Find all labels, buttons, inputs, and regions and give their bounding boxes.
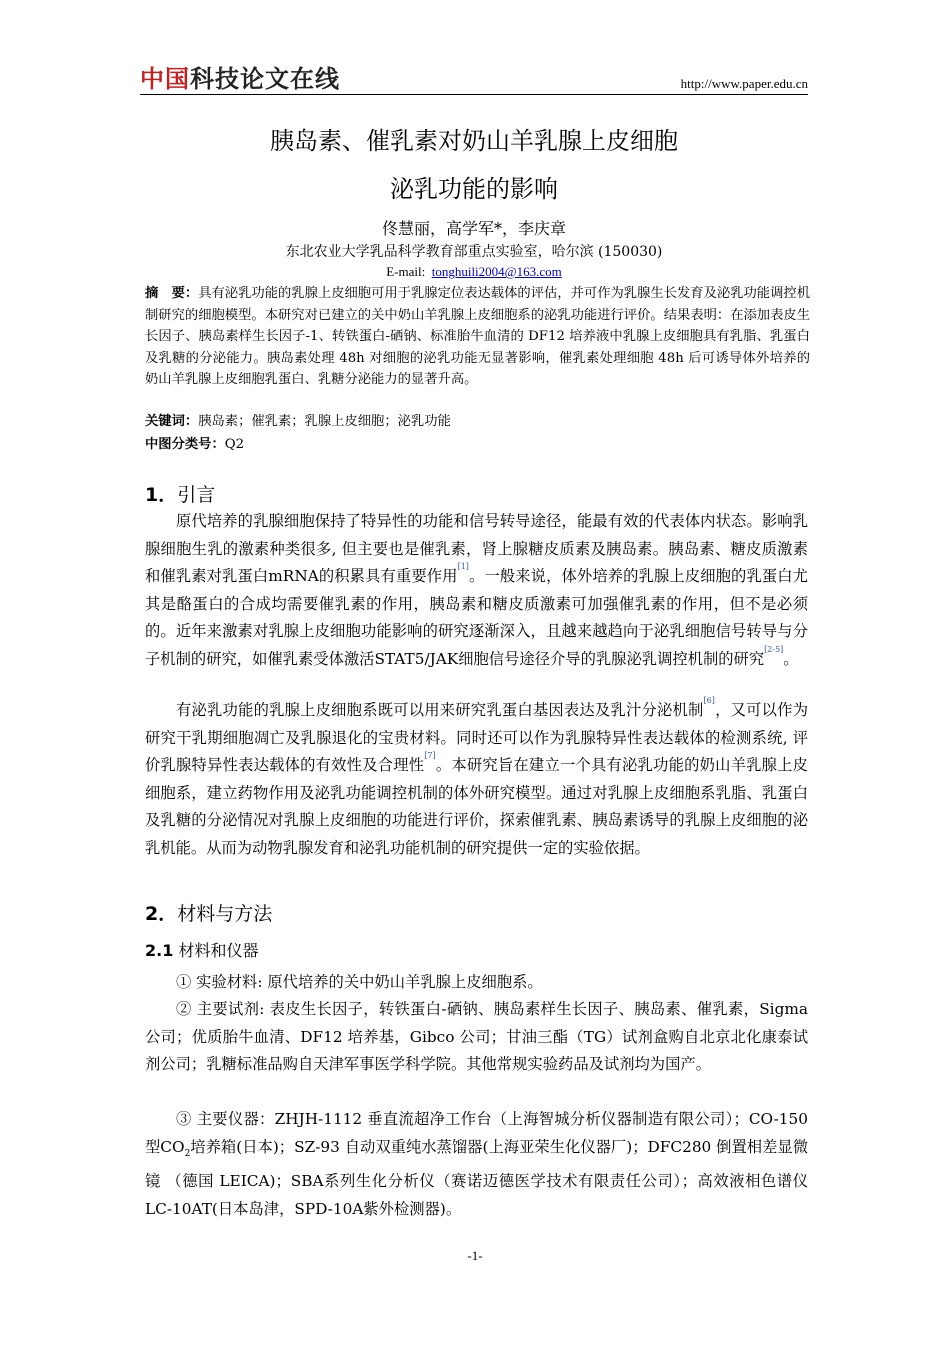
abstract-text: 具有泌乳功能的乳腺上皮细胞可用于乳腺定位表达载体的评估，并可作为乳腺生长发育及泌乳功能调控机制研究的细胞模型。本研究对已建立的关中奶山羊乳腺上皮细胞系的泌乳功能进行评价。结果表明：在添加表皮生长因子、胰岛素样生长因子-1、转铁蛋白-硒钠、标准胎牛血清的 DF12 培养液中乳腺上皮细胞具有乳脂、乳蛋白及乳糖的分泌能力。胰岛素处理 48h 对细胞的泌乳功能无显著影响，催乳素处理细胞 48h 后可诱导体外培养的奶山羊乳腺上皮细胞乳蛋白、乳糖分泌能力的显著升高。 <box>145 286 811 387</box>
email-label: E-mail: <box>386 264 426 279</box>
citation-ref[interactable]: [6] <box>703 696 715 705</box>
classification <box>145 435 244 455</box>
header-divider <box>140 94 808 95</box>
paper-title-line2: 泌乳功能的影响 <box>390 175 558 203</box>
section2-title: 材料与方法 <box>177 903 273 925</box>
section1-paragraph1 <box>145 508 808 673</box>
logo-dark-text: 科技论文在线 <box>190 65 340 93</box>
citation-ref[interactable]: [7] <box>424 751 436 760</box>
classification-label: 中图分类号： <box>145 437 225 452</box>
para-text: ③ 主要仪器：ZHJH-1112 垂直流超净工作台（上海智城分析仪器制造有限公司）；CO-150 型CO <box>145 1110 808 1156</box>
materials-item3 <box>145 1106 808 1223</box>
section1-title: 引言 <box>177 484 216 506</box>
para-text: 原代培养的乳腺细胞保持了特异性的功能和信号转导途径，能最有效的代表体内状态。影响乳腺细胞生乳的激素种类很多, 但主要也是催乳素，肾上腺糖皮质素及胰岛素。胰岛素、糖皮质激素和催乳素对乳蛋白mRNA的积累具有重要作用 <box>145 512 808 585</box>
keywords-text: 胰岛素；催乳素；乳腺上皮细胞；泌乳功能 <box>198 414 451 429</box>
materials-item2: ② 主要试剂: 表皮生长因子，转铁蛋白-硒钠、胰岛素样生长因子、胰岛素、催乳素，Sigma 公司；优质胎牛血清、DF12 培养基，Gibco 公司；甘油三酯（TG）试剂盒购自北京北化康泰试剂公司；乳糖标准品购自天津军事医学科学院。其他常规实验药品及试剂均为国产。 <box>145 1000 808 1073</box>
section1-number: 1． <box>145 484 178 506</box>
para-text: 。一般来说，体外培养的乳腺上皮细胞的乳蛋白尤其是酪蛋白的合成均需要催乳素的作用，胰岛素和糖皮质激素可加强催乳素的作用，但不是必须的。近年来激素对乳腺上皮细胞功能影响的研究逐渐深入，且越来越趋向于泌乳细胞信号转导与分子机制的研究，如催乳素受体激活STAT5/JAK细胞信号途径介导的乳腺泌乳调控机制的研究 <box>145 567 808 668</box>
subsection-title: 材料和仪器 <box>178 941 259 960</box>
page-number: -1- <box>467 1248 483 1263</box>
logo-red-text: 中国 <box>140 65 190 93</box>
section2-heading <box>145 902 272 926</box>
section1-paragraph2 <box>145 697 808 862</box>
para-text: 。本研究旨在建立一个具有泌乳功能的奶山羊乳腺上皮细胞系，建立药物作用及泌乳功能调控机制的体外研究模型。通过对乳腺上皮细胞系乳脂、乳蛋白及乳糖的分泌情况对乳腺上皮细胞的功能进行评价，探索催乳素、胰岛素诱导的乳腺上皮细胞的泌乳机能。从而为动物乳腺发育和泌乳功能机制的研究提供一定的实验依据。 <box>145 756 808 857</box>
subsection-heading <box>145 941 258 961</box>
email-link[interactable]: tonghuili2004@163.com <box>431 264 562 279</box>
abstract <box>145 283 810 391</box>
para-text: 有泌乳功能的乳腺上皮细胞系既可以用来研究乳蛋白基因表达及乳汁分泌机制 <box>176 701 704 719</box>
citation-ref[interactable]: [1] <box>457 562 469 571</box>
subsection-number: 2.1 <box>145 941 174 960</box>
subscript: 2 <box>184 1148 191 1159</box>
email-line <box>140 264 808 280</box>
para-text: ，又可以作为研究干乳期细胞凋亡及乳腺退化的宝贵材料。同时还可以作为乳腺特异性表达载体的检测系统, 评价乳腺特异性表达载体的有效性及合理性 <box>145 701 808 774</box>
para-text: 培养箱(日本)；SZ-93 自动双重纯水蒸馏器(上海亚荣生化仪器厂)；DFC280 倒置相差显微镜 （德国 LEICA)；SBA系列生化分析仪（赛诺迈德医学技术有限责任公司）；高效液相色谱仪LC-10AT(日本岛津，SPD-10A紫外检测器)。 <box>145 1137 808 1218</box>
keywords <box>145 412 451 432</box>
header-url[interactable]: http://www.paper.edu.cn <box>680 76 808 91</box>
paper-title-line1: 胰岛素、催乳素对奶山羊乳腺上皮细胞 <box>270 127 678 155</box>
para-text: 。 <box>783 649 799 668</box>
materials-item1: ① 实验材料: 原代培养的关中奶山羊乳腺上皮细胞系。 <box>176 973 543 991</box>
citation-ref[interactable]: [2-5] <box>764 644 784 654</box>
abstract-label: 摘 要： <box>145 286 199 301</box>
section1-heading <box>145 483 215 507</box>
keywords-label: 关键词： <box>145 414 199 429</box>
section2-number: 2． <box>145 903 178 925</box>
classification-text: Q2 <box>224 437 245 452</box>
authors: 佟慧丽，高学军*，李庆章 <box>381 219 566 238</box>
affiliation: 东北农业大学乳品科学教育部重点实验室，哈尔滨 (150030) <box>285 244 663 260</box>
site-logo <box>140 66 340 92</box>
